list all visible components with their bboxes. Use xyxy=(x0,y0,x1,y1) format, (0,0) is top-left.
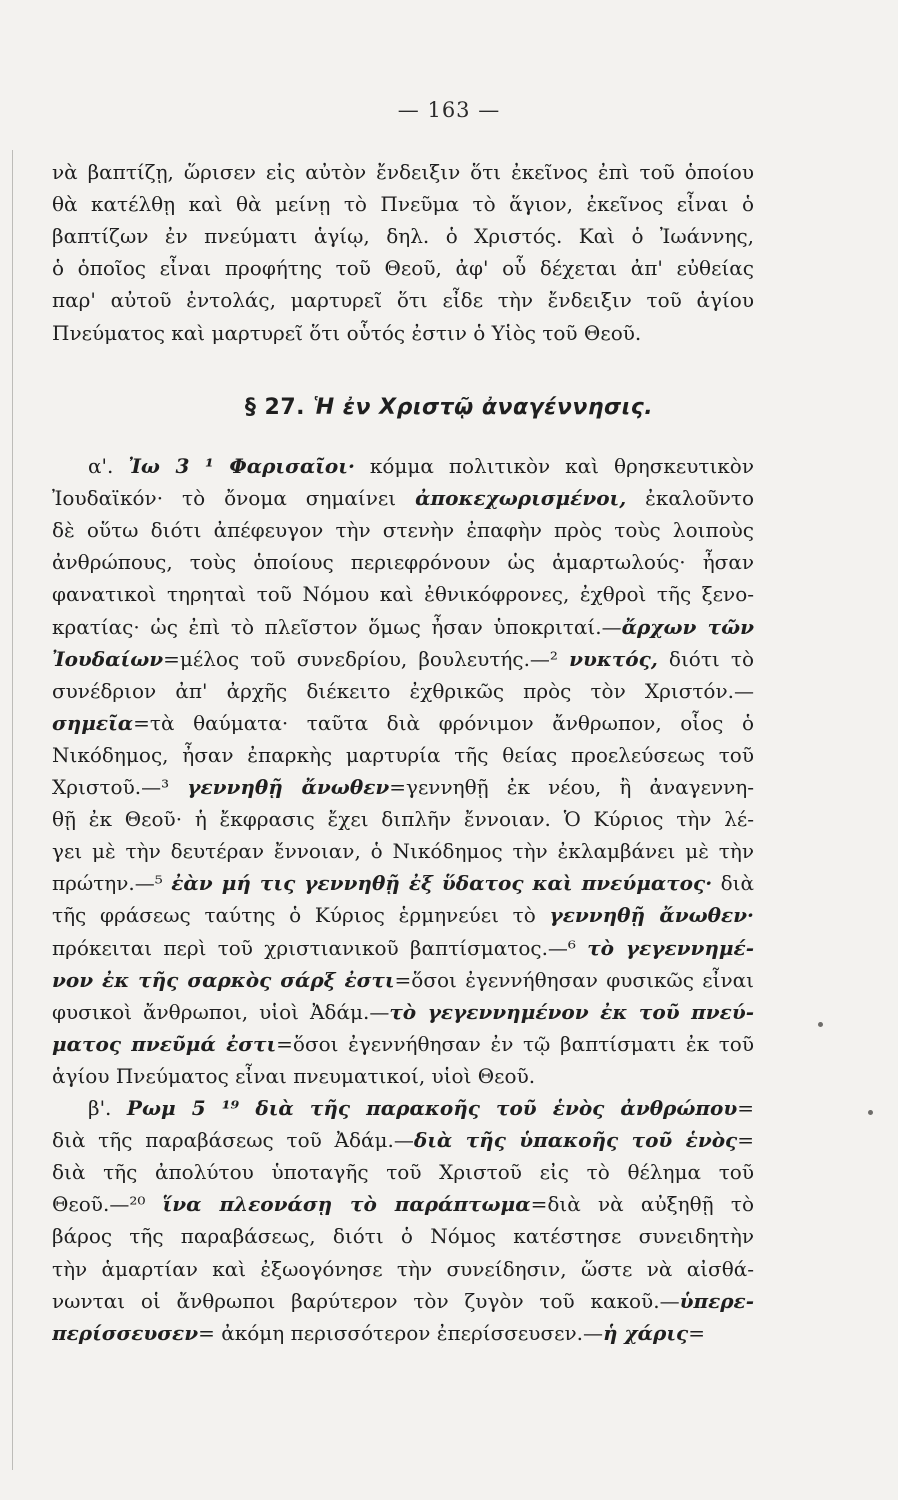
text-run: τὴν ἁμαρτίαν καὶ ἐξωογόνησε τὴν συνείδησιν, ὥστε νὰ αἰσθά- xyxy=(52,1256,754,1281)
text-run: συνέδριον ἀπ' ἀρχῆς διέκειτο ἐχθρικῶς πρὸς τὸν Χριστόν.— xyxy=(52,678,754,703)
bold-term: διὰ τῆς ὑπακοῆς τοῦ ἑνὸς xyxy=(413,1128,738,1153)
text-line xyxy=(52,578,754,610)
text-run: ἀνθρώπους, τοὺς ὁποίους περιεφρόνουν ὡς ἁμαρτωλούς· ἦσαν xyxy=(52,550,754,575)
text-line xyxy=(52,1124,754,1156)
text-line xyxy=(52,1317,754,1349)
bold-term: νον ἐκ τῆς σαρκὸς σάρξ ἐστι xyxy=(52,967,395,992)
binding-shadow xyxy=(12,150,13,1470)
text-run: πρόκειται περὶ τοῦ χριστιανικοῦ βαπτίσματος.—⁶ xyxy=(52,935,588,960)
text-line xyxy=(52,1188,754,1220)
text-line xyxy=(52,867,754,899)
text-line xyxy=(88,1092,754,1124)
text-run: νὰ βαπτίζῃ, ὥρισεν εἰς αὐτὸν ἔνδειξιν ὅτι ἐκεῖνος ἐπὶ τοῦ ὁποίου xyxy=(52,160,754,184)
text-run: ἐκαλοῦντο xyxy=(626,486,754,511)
bold-term: ἄρχων τῶν xyxy=(621,614,754,639)
text-run: β'. xyxy=(88,1096,127,1120)
bold-term: ἡ χάρις xyxy=(602,1320,689,1345)
text-line xyxy=(52,899,754,931)
text-run: διὰ τῆς ἀπολύτου ὑποταγῆς τοῦ Χριστοῦ εἰς τὸ θέλημα τοῦ xyxy=(52,1160,754,1185)
bold-term: περίσσευσεν xyxy=(52,1320,199,1345)
bold-term: ὑπερε- xyxy=(679,1288,754,1313)
section-title: Ἡ ἐν Χριστῷ ἀναγέννησις. xyxy=(313,395,654,420)
text-run: =διὰ νὰ αὐξηθῇ τὸ xyxy=(530,1192,754,1217)
text-run: = xyxy=(737,1096,754,1120)
bold-term: ἐὰν μή τις γεννηθῇ ἐξ ὕδατος καὶ πνεύματος· xyxy=(171,871,713,896)
text-line xyxy=(52,546,754,578)
bold-term: νυκτός, xyxy=(569,646,658,671)
text-run: τῆς φράσεως ταύτης ὁ Κύριος ἑρμηνεύει τὸ xyxy=(52,903,550,928)
text-run: Ἰουδαϊκόν· τὸ ὄνομα σημαίνει xyxy=(52,486,416,511)
text-line xyxy=(52,996,754,1028)
text-line xyxy=(52,964,754,996)
text-line xyxy=(52,932,754,964)
text-line xyxy=(52,284,754,316)
text-line xyxy=(52,643,754,675)
text-line xyxy=(52,1156,754,1188)
text-line xyxy=(52,252,754,284)
text-run: ὁ ὁποῖος εἶναι προφήτης τοῦ Θεοῦ, ἀφ' οὗ δέχεται ἀπ' εὐθείας xyxy=(52,256,754,281)
text-run: α'. xyxy=(88,454,129,478)
text-run: παρ' αὐτοῦ ἐντολάς, μαρτυρεῖ ὅτι εἶδε τὴν ἔνδειξιν τοῦ ἁγίου xyxy=(52,288,754,313)
text-run: κόμμα πολιτικὸν καὶ θρησκευτικὸν xyxy=(354,454,754,478)
text-run: = ἀκόμη περισσότερον ἐπερίσσευσεν.— xyxy=(198,1320,603,1345)
text-line xyxy=(52,220,754,252)
bold-term: γεννηθῇ ἄνωθεν xyxy=(187,775,390,799)
section-heading xyxy=(0,392,898,424)
text-run: διὰ xyxy=(712,871,754,896)
page-number: — 163 — xyxy=(397,98,501,122)
text-run: =τὰ θαύματα· ταῦτα διὰ φρόνιμον ἄνθρωπον, οἷος ὁ xyxy=(133,710,754,735)
text-line xyxy=(52,675,754,707)
text-line xyxy=(52,771,754,803)
text-line xyxy=(52,707,754,739)
text-run: θῇ ἐκ Θεοῦ· ἡ ἔκφρασις ἔχει διπλῆν ἔννοιαν. Ὁ Κύριος τὴν λέ- xyxy=(52,807,754,832)
text-line xyxy=(52,1253,754,1285)
text-run: ἁγίου Πνεύματος εἶναι πνευματικοί, υἱοὶ Θεοῦ. xyxy=(52,1063,536,1088)
bold-term: Ἰω 3 ¹ Φαρισαῖοι· xyxy=(128,454,355,478)
text-line xyxy=(52,482,754,514)
text-run: Νικόδημος, ἦσαν ἐπαρκὴς μαρτυρία τῆς θείας προελεύσεως τοῦ xyxy=(52,742,754,767)
text-run: κρατίας· ὡς ἐπὶ τὸ πλεῖστον ὅμως ἦσαν ὑποκριταί.— xyxy=(52,614,622,639)
text-line xyxy=(88,450,754,482)
text-run: διὰ τῆς παραβάσεως τοῦ Ἀδάμ.— xyxy=(52,1128,414,1153)
text-run: =μέλος τοῦ συνεδρίου, βουλευτής.—² xyxy=(163,646,570,671)
text-run: Πνεύματος καὶ μαρτυρεῖ ὅτι οὗτός ἐστιν ὁ Υἱὸς τοῦ Θεοῦ. xyxy=(52,320,642,345)
text-run: Χριστοῦ.—³ xyxy=(52,775,188,799)
text-run: δὲ οὕτω διότι ἀπέφευγον τὴν στενὴν ἐπαφὴν πρὸς τοὺς λοιποὺς xyxy=(52,518,754,543)
bold-term: Ρωμ 5 ¹⁹ διὰ τῆς παρακοῆς τοῦ ἑνὸς ἀνθρώπου xyxy=(126,1096,738,1120)
text-line xyxy=(52,1060,754,1092)
text-line xyxy=(52,1285,754,1317)
text-run: φυσικοὶ ἄνθρωποι, υἱοὶ Ἀδάμ.— xyxy=(52,999,390,1024)
text-run: πρώτην.—⁵ xyxy=(52,871,172,896)
text-line xyxy=(52,835,754,867)
text-line xyxy=(52,156,754,188)
text-run: διότι τὸ xyxy=(657,646,754,671)
text-line xyxy=(52,1220,754,1252)
text-run: =γεννηθῇ ἐκ νέου, ἢ ἀναγεννη- xyxy=(389,775,754,799)
bold-term: Ἰουδαίων xyxy=(52,646,164,671)
bold-term: ἵνα πλεονάσῃ τὸ παράπτωμα xyxy=(162,1192,531,1217)
bold-term: σημεῖα xyxy=(52,710,134,735)
page-speck xyxy=(818,1022,823,1027)
text-run: βαπτίζων ἐν πνεύματι ἁγίῳ, δηλ. ὁ Χριστός. Καὶ ὁ Ἰωάννης, xyxy=(52,224,754,249)
text-line xyxy=(52,1028,754,1060)
bold-term: ἀποκεχωρισμένοι, xyxy=(415,486,627,511)
text-run: θὰ κατέλθῃ καὶ θὰ μείνῃ τὸ Πνεῦμα τὸ ἅγιον, ἐκεῖνος εἶναι ὁ xyxy=(52,192,754,217)
text-line xyxy=(52,739,754,771)
text-run: γει μὲ τὴν δευτέραν ἔννοιαν, ὁ Νικόδημος τὴν ἐκλαμβάνει μὲ τὴν xyxy=(52,839,754,864)
bold-term: γεννηθῇ ἄνωθεν· xyxy=(549,903,754,928)
page-speck xyxy=(868,1110,873,1115)
text-run: =ὅσοι ἐγεννήθησαν ἐν τῷ βαπτίσματι ἐκ τοῦ xyxy=(276,1031,754,1056)
text-run: φανατικοὶ τηρηταὶ τοῦ Νόμου καὶ ἐθνικόφρονες, ἐχθροὶ τῆς ξενο- xyxy=(52,582,754,607)
text-line xyxy=(52,317,754,349)
text-line xyxy=(52,611,754,643)
text-run: =ὅσοι ἐγεννήθησαν φυσικῶς εἶναι xyxy=(394,967,754,992)
text-run: = xyxy=(688,1320,705,1345)
bold-term: τὸ γεγεννημένον ἐκ τοῦ πνεύ- xyxy=(389,999,754,1024)
text-run: = xyxy=(737,1128,754,1153)
text-run: νωνται οἱ ἄνθρωποι βαρύτερον τὸν ζυγὸν τοῦ κακοῦ.— xyxy=(52,1288,680,1313)
bold-term: τὸ γεγεννημέ- xyxy=(587,935,754,960)
section-number: § 27. xyxy=(244,395,306,420)
text-run: βάρος τῆς παραβάσεως, διότι ὁ Νόμος κατέστησε συνειδητὴν xyxy=(52,1224,754,1249)
text-line xyxy=(52,514,754,546)
text-line xyxy=(52,188,754,220)
text-run: Θεοῦ.—²⁰ xyxy=(52,1192,163,1217)
text-line xyxy=(52,803,754,835)
bold-term: ματος πνεῦμά ἐστι xyxy=(52,1031,277,1056)
